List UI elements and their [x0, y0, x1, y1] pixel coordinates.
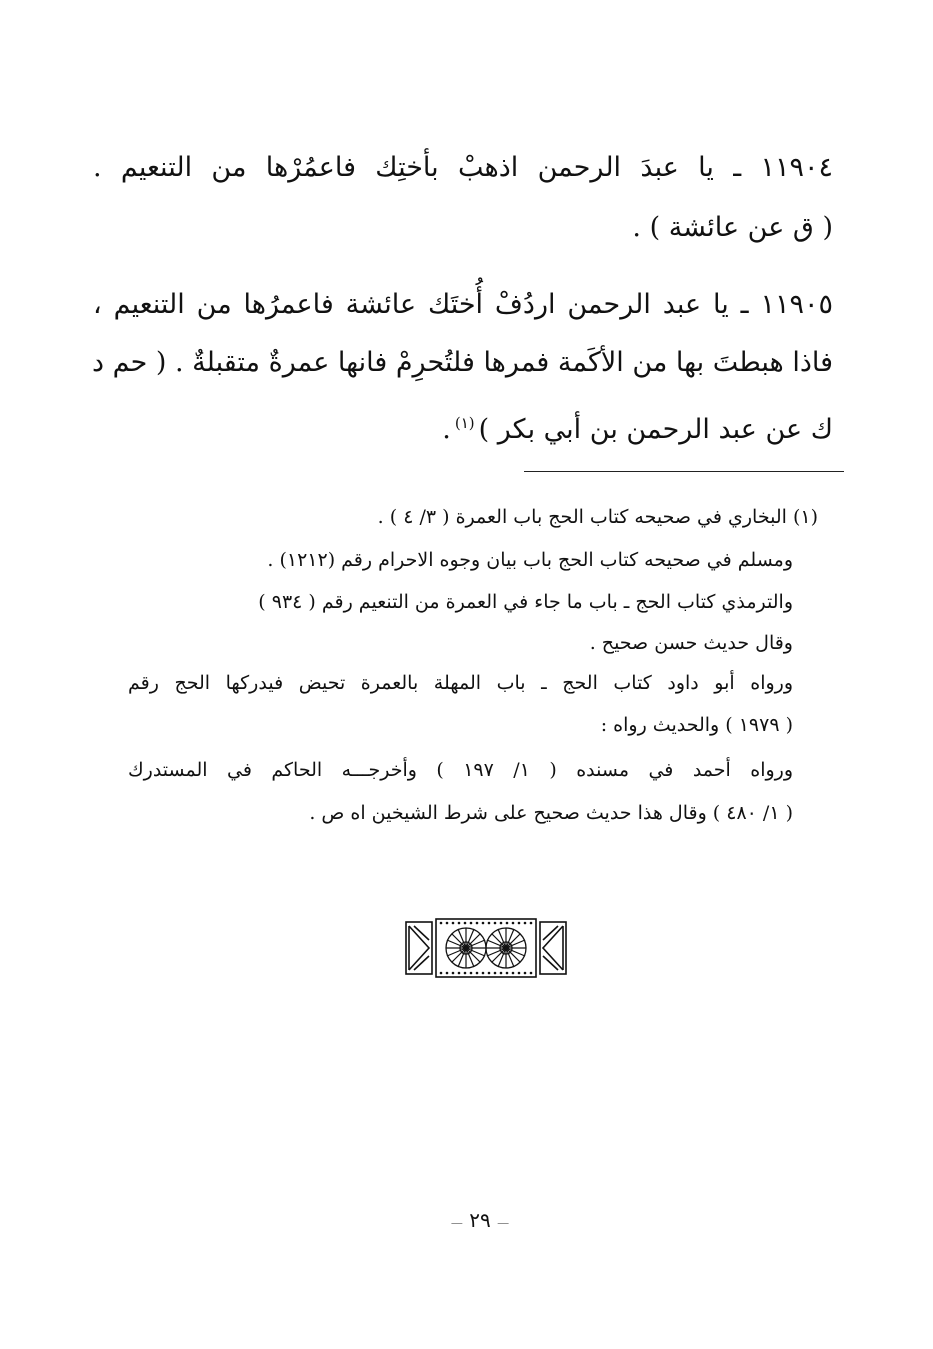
- hadith-2-line-1: ١١٩٠٥ ـ يا عبد الرحمن اردُفْ أُختَك عائشة فاعمرُها من التنعيم ،: [93, 289, 833, 320]
- footnote-line-1: (١) البخاري في صحيحه كتاب الحج باب العمرة ( ٣/ ٤ ) .: [377, 506, 818, 528]
- page-number: — ٢٩ —: [450, 1208, 510, 1232]
- hadith-2-end-mark: .: [442, 414, 451, 445]
- footnote-line-8: ( ١/ ٤٨٠ ) وقال هذا حديث صحيح على شرط الشيخين اه ص .: [309, 802, 793, 824]
- hadith-2-line-3: [93, 403, 833, 450]
- footnote-separator: [524, 471, 844, 472]
- hadith-1-line-2: ( ق عن عائشة ) .: [632, 212, 833, 243]
- hadith-2-line-2: فاذا هبطتَ بها من الأكَمة فمرها فلتُحرِمْ فانها عمرةٌ متقبلةٌ . ( حم د: [92, 347, 833, 378]
- page-number-value: ٢٩: [469, 1208, 491, 1232]
- footnote-reference: (١): [454, 414, 475, 432]
- footnote-line-4: وقال حديث حسن صحيح .: [589, 632, 793, 654]
- footnote-line-7: ورواه أحمد في مسنده ( ١/ ١٩٧ ) وأخرجـــه الحاكم في المستدرك: [128, 759, 793, 781]
- hadith-2-source: ك عن عبد الرحمن بن أبي بكر ): [478, 414, 833, 445]
- footnote-line-2: ومسلم في صحيحه كتاب الحج باب بيان وجوه الاحرام رقم (١٢١٢) .: [267, 549, 793, 571]
- decorative-ornament: [405, 918, 567, 978]
- footnote-line-6: ( ١٩٧٩ ) والحديث رواه :: [600, 714, 793, 736]
- hadith-1-line-1: ١١٩٠٤ ـ يا عبدَ الرحمن اذهبْ بأختِك فاعمُرْها من التنعيم .: [93, 152, 833, 183]
- footnote-line-5: ورواه أبو داود كتاب الحج ـ باب المهلة بالعمرة تحيض فيدركها الحج رقم: [128, 672, 793, 694]
- footnote-line-3: والترمذي كتاب الحج ـ باب ما جاء في العمرة من التنعيم رقم ( ٩٣٤ ): [258, 591, 793, 613]
